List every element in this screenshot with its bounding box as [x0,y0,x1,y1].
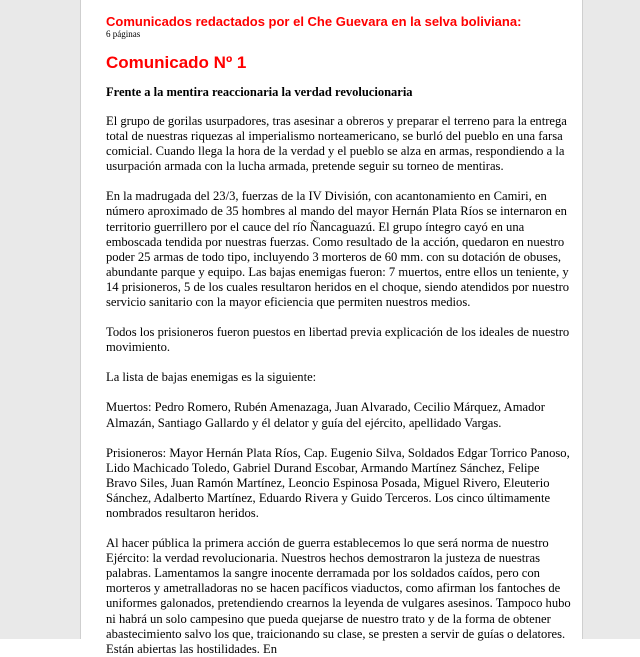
section-subtitle: Frente a la mentira reaccionaria la verdad revolucionaria [106,85,413,99]
document-page [81,0,582,656]
paragraph-casualty-list-intro: La lista de bajas enemigas es la siguiente: [106,370,317,385]
paragraph-prisoners-freed: Todos los prisioneros fueron puestos en libertad previa explicación de los ideales de nuestro movimiento. [106,325,570,355]
document-header-title: Comunicados redactados por el Che Guevara en la selva boliviana: [106,14,522,29]
viewer-background-right [583,0,640,639]
document-page-count: 6 páginas [106,29,141,39]
page-content [106,14,571,657]
section-title: Comunicado Nº 1 [106,53,247,72]
page-edge-right [582,0,583,639]
paragraph-truth: Al hacer pública la primera acción de guerra establecemos lo que será norma de nuestro Ejército: la verdad revolucionaria. Nuestros hechos demostraron la justeza de nuestras palabras. Lamentamos la sangre inocente derramada por los soldados caídos, pero con morteros y ametralladoras no se hacen pacíficos viaductos, como afirman los fantoches de uniformes galonados, pretendiendo crearnos la leyenda de vulgares asesinos. Tampoco hubo ni habrá un solo campesino que pueda quejarse de nuestro trato y de la forma de obtener abastecimiento salvo los que, traicionando su clase, se presten a servir de guías o delatores. Están abiertas las hostilidades. En [106,536,571,656]
paragraph-dead-list: Muertos: Pedro Romero, Rubén Amenazaga, Juan Alvarado, Cecilio Márquez, Amador Almazán, Santiago Gallardo y él delator y guía del ejército, apellidado Vargas. [106,400,545,430]
viewer-background-left [0,0,80,639]
paragraph-prisoner-list: Prisioneros: Mayor Hernán Plata Ríos, Cap. Eugenio Silva, Soldados Edgar Torrico Panoso, Lido Machicado Toledo, Gabriel Durand Escobar, Armando Martínez Sánchez, Felipe Bravo Siles, Juan Ramón Martínez, Leoncio Espinosa Posada, Miguel Rivero, Eleuterio Sánchez, Adalberto Martínez, Eduardo Rivera y Guido Terceros. Los cinco últimamente nombrados resultaron heridos. [106,445,570,520]
paragraph-ambush: En la madrugada del 23/3, fuerzas de la IV División, con acantonamiento en Camiri, en número aproximado de 35 hombres al mando del mayor Hernán Plata Ríos se internaron en territorio guerrillero por el cauce del río Ñancaguazú. El grupo íntegro cayó en una emboscada tendida por nuestras fuerzas. Como resultado de la acción, quedaron en nuestro poder 25 armas de todo tipo, incluyendo 3 morteros de 60 mm. con su dotación de obuses, abundante parque y equipo. Las bajas enemigas fueron: 7 muertos, entre ellos un teniente, y 14 prisioneros, 5 de los cuales resultaron heridos en el choque, siendo atendidos por nuestro servicio sanitario con la mayor eficiencia que permiten nuestros medios. [106,189,570,310]
paragraph-intro: El grupo de gorilas usurpadores, tras asesinar a obreros y preparar el terreno para la entrega total de nuestras riquezas al imperialismo norteamericano, se burló del pueblo en una farsa comicial. Cuando llega la hora de la verdad y el pueblo se alza en armas, respondiendo a la usurpación armada con la lucha armada, pretende seguir su torneo de mentiras. [106,114,567,174]
